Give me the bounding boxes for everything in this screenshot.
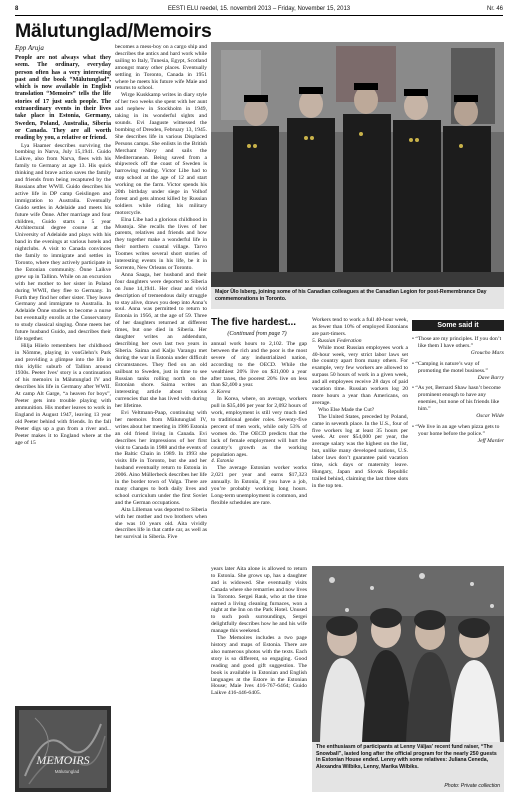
five-hardest-title: The five hardest... (211, 317, 297, 328)
article-paragraph: Lya Haamer describes surviving the bombing in Narva, July 15,1941. Guido Laikve, also from Narva, flees with his family to Germany at age 13. His quick thinking and brave action saves the family and friends from being recaptured by the Russians after WWII. Guido describes his active life in DP camp Geislingen and immigration to Australia. Eventually Guido settles in Adelaide and meets his future wife Õnne. After marriage and four children, Guido starts a 5 year Architectural degree course at the University of Adelaide and plays with his band in the evenings at various hotels and nightclubs. A visit to Canada convinces the family to immigrate and settles in Toronto, where they actively participate in the Estonian community. Õnne Laikve grew up in Tallinn. While on an excursion with her mother to her sister in Poland during WWII, they flee to Germany. In Furth they find her other sister. They leave Germany and immigrate to Australia. In Adelaide Õnne studies to become a nurse but eventually enrolls at the Conservatory to study classical singing. Õnne meets her future husband Guido, and describes their life together. (15, 142, 111, 342)
quote-text: “We live in an age when pizza gets to your home before the police.” (415, 423, 500, 437)
quote-author: Groucho Marx (470, 349, 504, 356)
veterans-photo-image (211, 42, 504, 287)
article-paragraph: Wirge Kuskkamp writes in diary style of her two weeks she spent with her aunt and nephew in Stockholm in 1949, taking in its wonderful sights and sounds. Evi Jaaguste witnessed the bombing of Dresden, February 13, 1945. She describes life in various Displaced Persons camps. She enlists in the British Merchant Navy and sails the Mediterranean. Being saved from a shipwreck off the coast of Sweden is harrowing reading. Victor Libe had to stop school at the age of 12 and start working on the farm. Victor spends his 20th birthday under siege in Volhof forest and gets almost killed by Russian soldiers while riding his military motorcycle. (115, 92, 207, 216)
page-number: 8 (15, 6, 19, 12)
article-paragraph: becomes a mess-boy on a cargo ship and describes the antics and hard work while sailing to Italy, Tunesia, Egypt, Scotland amongst many other places. Eventually settling in Toronto, Canada in 1951 where he meets his future wife Maie and returns to school. (115, 44, 207, 92)
article-lead: People are not always what they seem. The ordinary, everyday person often has a very interesting past and the book “Mälutunglad”, which is now available in English translation “Memoirs” tells the life stories of 17 just such people. The extraordinary events in their lives take place in Estonia, Germany, Sweden, Poland, Australia, Siberia or Canada. They are all worth reading by you, a relative or friend. (15, 55, 111, 142)
group-caption (312, 742, 504, 792)
byline: Epp Aruja (15, 44, 44, 52)
quote-text: “Those are my principles. If you don’t like them I have others.” (415, 336, 502, 349)
article-paragraph: Hilja Hiielo remembers her childhood in Nõmme, playing in vonGlehn’s Park and providing a glimpse into the life in this idyllic suburb of Tallinn around 1930s. Peeter Ives’ story is a continuation of his memoirs in Mälutunglad IV and describes his life in Germany after WWII. At camp Alt Garge, “a heaven for boys”, Peeter gets into trouble playing with ammunition. His mother leaves to work in England in August 1947, leaving 13 year old Peeter behind with friends. In the fall Peeter digs up a gun from a river and... Peeter makes it to England where at the age of 15 (15, 342, 111, 446)
section-heading: 3. Korea (211, 389, 231, 396)
photo-credit: Photo: Private collection (444, 783, 500, 790)
issue-number: Nr. 46 (486, 6, 503, 12)
article-paragraph: annual work hours to 2,102. The gap between the rich and the poor is the most severe of any industrialized nation, according to the OECD. While the wealthiest 20% live on $31,000 a year after taxes, the poorest 20% live on less than $2,400 a year. (211, 341, 307, 389)
book-cover-photo (15, 706, 111, 792)
veterans-photo (211, 42, 504, 287)
quote-author: Jeff Marder (477, 437, 504, 444)
article-paragraph: Evi Veltmann-Paap, continuing with her memoirs from Mälutunglad IV, writes about her meeting in 1986 Estonia an old friend living in Canada. Evi describes her impressions of her first visit to Canada in 1988 and the events of the Baltic Chain in 1989. In 1993 she visits life in Toronto, but she and her husband eventually return to Estonia in 2006. Aino Müllerbeck describes her life in the border town of Valga. There are many changes to both daily lives and school curriculum under the first Soviet and the German occupations. (115, 410, 207, 506)
some-said-it-title: Some said it (412, 320, 504, 331)
quote-item: • “Camping is nature’s way of promoting the motel business.” Dave Barry (412, 360, 504, 381)
quote-item: • “Those are my principles. If you don’t like them I have others.” Groucho Marx (412, 336, 504, 356)
group-caption-text: The enthusiasm of participants at Lenny Väljas’ recent fund raiser, “The Snowball”, lasted long after the official program for the nearly 250 guests in Estonian House ended. Lenny with some relatives: Juliana Ceneda, Alexandra Wilbiks, Lenny, Marika Wilbiks. (316, 744, 497, 770)
article-paragraph: years later Aita alone is allowed to return to Estonia. She grows up, has a daughter and is widowed. She eventually visits Canada where she remarries and now lives in Toronto. Sergei Rauk, who at the time earned a living cleaning furnaces, won a night at the Inn on the Park Hotel. Unused to such posh surroundings, Sergei delightfully describes how he and his wife manage this weekend. (211, 566, 307, 635)
quote-item: • “We live in an age when pizza gets to your home before the police.” Jeff Marder (412, 423, 504, 444)
book-cover-subtitle: Mälutunglad (54, 769, 80, 774)
section-heading: 5. Russian Federation (312, 337, 362, 344)
some-said-it-box (412, 320, 504, 540)
five-hardest-column-2 (312, 317, 408, 563)
quote-text: “As yet, Bernard Shaw hasn’t become prominent enough to have any enemies, but none of his friends like him.” (415, 385, 501, 413)
group-photo-image (312, 566, 504, 742)
article-paragraph: Anna Saaga, her husband and their four daughters were deported to Siberia on June 14,1941. Her clear and vivid description of tremendous daily struggle to stay alive, draws you deep into Anna’s soul. Anna was permitted to return to Estonia in 1956, at the age of 59. Three of her daughters returned at different times, but one died in Siberia. Her daughter writes an addendum, describing her own last two years in Siberia. Saima and Kalju Varangu met during the war in Estonia under difficult circumstances. They fled on an old sailboat to Sweden, just in time to see Russian tanks rolling north on the Estonian shore. Saima writes an interesting article about various currencies that she has lived with during her lifetime. (115, 271, 207, 410)
masthead: EESTI ELU reedel, 15. novembril 2013 – Friday, November 15, 2013 (167, 6, 351, 12)
book-cover-image (15, 706, 111, 792)
section-heading: 4. Estonia (211, 458, 234, 465)
article-paragraph: The United States, preceded by Poland, came in seventh place. In the U.S., four of five workers log at least 35 hours per week. At over $54,000 per year, the average salary was the highest on the list, but, unlike many developed nations, U.S. labor laws don’t guarantee paid vacation time, sick days or maternity leave. Hungary, Japan and Slovak Republic trailed behind, claiming the last three slots in the top ten. (312, 413, 408, 489)
quotes-list (412, 331, 504, 445)
article-paragraph: Workers tend to work a full 40-hour week, as fewer than 10% of employed Estonians are part-timers. (312, 317, 408, 337)
veterans-caption: Major Ülo Isberg, joining some of his Canadian colleagues at the Canadian Legion for post-Remembrance Day commemorations in Toronto. (211, 287, 504, 309)
header-rule (15, 15, 503, 16)
five-hardest-column-1 (211, 341, 307, 563)
quote-item: • “As yet, Bernard Shaw hasn’t become prominent enough to have any enemies, but none of his friends like him.” Oscar Wilde (412, 385, 504, 420)
quote-author: Dave Barry (477, 374, 504, 381)
article-paragraph: While most Russian employees work a 40-hour week, very strict labor laws set the country apart from many others. For example, very few workers are allowed to surpass 50 hours of work in a given week, and all employees receive 28 days of paid vacation time. Russian workers log 20 more hours a year than Americans, on average. (312, 344, 408, 406)
article-paragraph: The Memoires includes a two page history and maps of Estonia. There are also numerous photos with the texts. Each story is so different, so engaging. Good reading and good gift suggestion. The book is available in Estonian and English languages at the Estore in the Estonian House; Maie Ives 416-767-6464; Guido Laikve 416-446-6405. (211, 635, 307, 697)
article-column-1 (15, 44, 111, 704)
article-paragraph: In Korea, where, on average, workers pull in $35,406 per year for 2,092 hours of work, employment is still very much tied to traditional gender roles. Seventy-five percent of men work, while only 53% of women do. The OECD predicts that the lack of female employment will hurt the country’s growth as the working population ages. (211, 396, 307, 458)
quote-text: “Camping is nature’s way of promoting the motel business.” (415, 360, 488, 374)
group-photo (312, 566, 504, 742)
quote-author: Oscar Wilde (476, 413, 504, 420)
article-paragraph: Aita Lilleman was deported to Siberia with her mother and two brothers when she was 10 years old. Aita vividly describes life in that cattle car, as well as her survival in Siberia. Five (115, 506, 207, 541)
article-column-2 (115, 44, 207, 792)
article-column-3 (211, 566, 307, 792)
article-paragraph: Elna Libe had a glorious childhood in Mustoja. She recalls the lives of her parents, relatives and friends and how they together make a wonderful life in their northern coastal village. Tarvo Toomes writes several short stories of interesting events in his life, be it in Sorrento, New Orleans or Toronto. (115, 216, 207, 271)
article-title: Mälutunglad/Memoirs (15, 20, 212, 42)
book-cover-title: MEMOIRS (36, 753, 90, 767)
article-paragraph: Who Else Made the Cut? (318, 406, 375, 413)
article-paragraph: The average Estonian worker works 2,021 per year and earns $17,323 annually. In Estonia, if you have a job, you’re probably working long hours. Long-term unemployment is common, and flexible schedules are rare. (211, 465, 307, 506)
five-hardest-continued: (Continued from page 7) (227, 331, 287, 337)
